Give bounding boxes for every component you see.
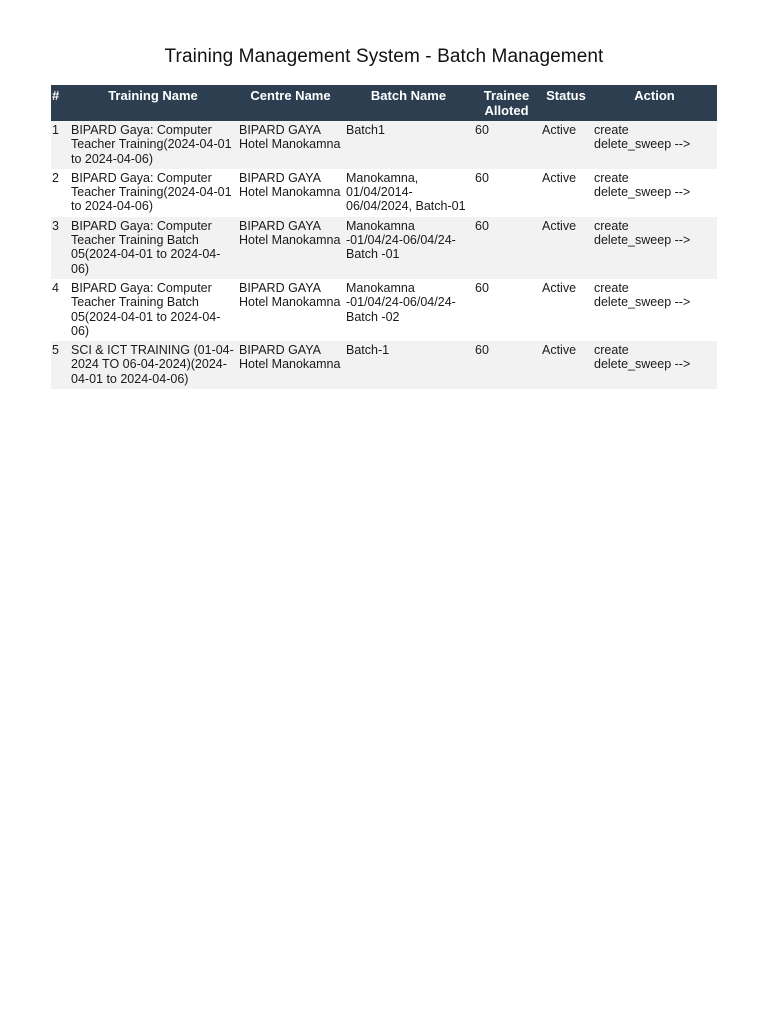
cell-batch-name: Batch1 — [346, 123, 385, 137]
cell-action — [592, 341, 717, 389]
cell-training-name: BIPARD Gaya: Computer Teacher Training Batch 05(2024-04-01 to 2024-04-06) — [71, 280, 221, 338]
cell-centre-name: BIPARD GAYA Hotel Manokamna — [239, 218, 341, 248]
table-row — [51, 279, 717, 341]
cell-training-name: SCI & ICT TRAINING (01-04-2024 TO 06-04-2024)(2024-04-01 to 2024-04-06) — [71, 343, 234, 386]
cell-centre-name: BIPARD GAYA Hotel Manokamna — [239, 170, 341, 200]
cell-trainee-alloted: 60 — [475, 218, 489, 233]
table-body — [51, 121, 717, 389]
cell-training-name: BIPARD Gaya: Computer Teacher Training(2024-04-01 to 2024-04-06) — [71, 170, 232, 214]
cell-status: Active — [542, 218, 577, 233]
create-link[interactable]: create — [594, 218, 629, 233]
cell-training-name: BIPARD Gaya: Computer Teacher Training(2024-04-01 to 2024-04-06) — [71, 123, 232, 166]
cell-num: 4 — [52, 280, 59, 295]
cell-num: 2 — [52, 170, 59, 185]
cell-action — [592, 121, 717, 169]
header-centre-name: Centre Name — [237, 85, 344, 121]
delete-sweep-link[interactable]: delete_sweep --> — [594, 295, 691, 310]
cell-status: Active — [542, 123, 577, 137]
table-header — [51, 85, 717, 121]
table-row — [51, 217, 717, 279]
header-trainee-alloted: Trainee Alloted — [473, 85, 540, 121]
cell-num: 1 — [52, 123, 59, 137]
cell-trainee-alloted: 60 — [475, 123, 489, 137]
create-link[interactable]: create — [594, 170, 629, 185]
cell-trainee-alloted: 60 — [475, 280, 489, 295]
cell-status: Active — [542, 343, 577, 358]
batch-table — [51, 85, 717, 389]
cell-centre-name: BIPARD GAYA Hotel Manokamna — [239, 123, 341, 152]
cell-status: Active — [542, 280, 577, 295]
table-row — [51, 121, 717, 169]
header-num: # — [51, 85, 69, 121]
cell-action — [592, 169, 717, 217]
delete-sweep-link[interactable]: delete_sweep --> — [594, 357, 691, 372]
cell-trainee-alloted: 60 — [475, 170, 489, 185]
cell-status: Active — [542, 170, 577, 185]
page-title: Training Management System - Batch Management — [164, 46, 604, 67]
cell-trainee-alloted: 60 — [475, 343, 489, 358]
header-status: Status — [540, 85, 592, 121]
cell-batch-name: Manokamna -01/04/24-06/04/24-Batch -02 — [346, 280, 456, 324]
cell-num: 3 — [52, 218, 59, 233]
cell-centre-name: BIPARD GAYA Hotel Manokamna — [239, 343, 341, 372]
table-row — [51, 169, 717, 217]
header-training-name: Training Name — [69, 85, 237, 121]
delete-sweep-link[interactable]: delete_sweep --> — [594, 137, 691, 152]
cell-action — [592, 279, 717, 341]
cell-action — [592, 217, 717, 279]
table-row — [51, 341, 717, 389]
delete-sweep-link[interactable]: delete_sweep --> — [594, 185, 691, 200]
delete-sweep-link[interactable]: delete_sweep --> — [594, 233, 691, 248]
create-link[interactable]: create — [594, 123, 629, 137]
header-action: Action — [592, 85, 717, 121]
create-link[interactable]: create — [594, 280, 629, 295]
create-link[interactable]: create — [594, 343, 629, 358]
cell-num: 5 — [52, 343, 59, 358]
cell-centre-name: BIPARD GAYA Hotel Manokamna — [239, 280, 341, 310]
table-header-row — [51, 85, 717, 121]
header-batch-name: Batch Name — [344, 85, 473, 121]
cell-batch-name: Batch-1 — [346, 343, 390, 358]
cell-training-name: BIPARD Gaya: Computer Teacher Training Batch 05(2024-04-01 to 2024-04-06) — [71, 218, 221, 276]
cell-batch-name: Manokamna -01/04/24-06/04/24-Batch -01 — [346, 218, 456, 262]
cell-batch-name: Manokamna, 01/04/2014-06/04/2024, Batch-01 — [346, 170, 466, 214]
